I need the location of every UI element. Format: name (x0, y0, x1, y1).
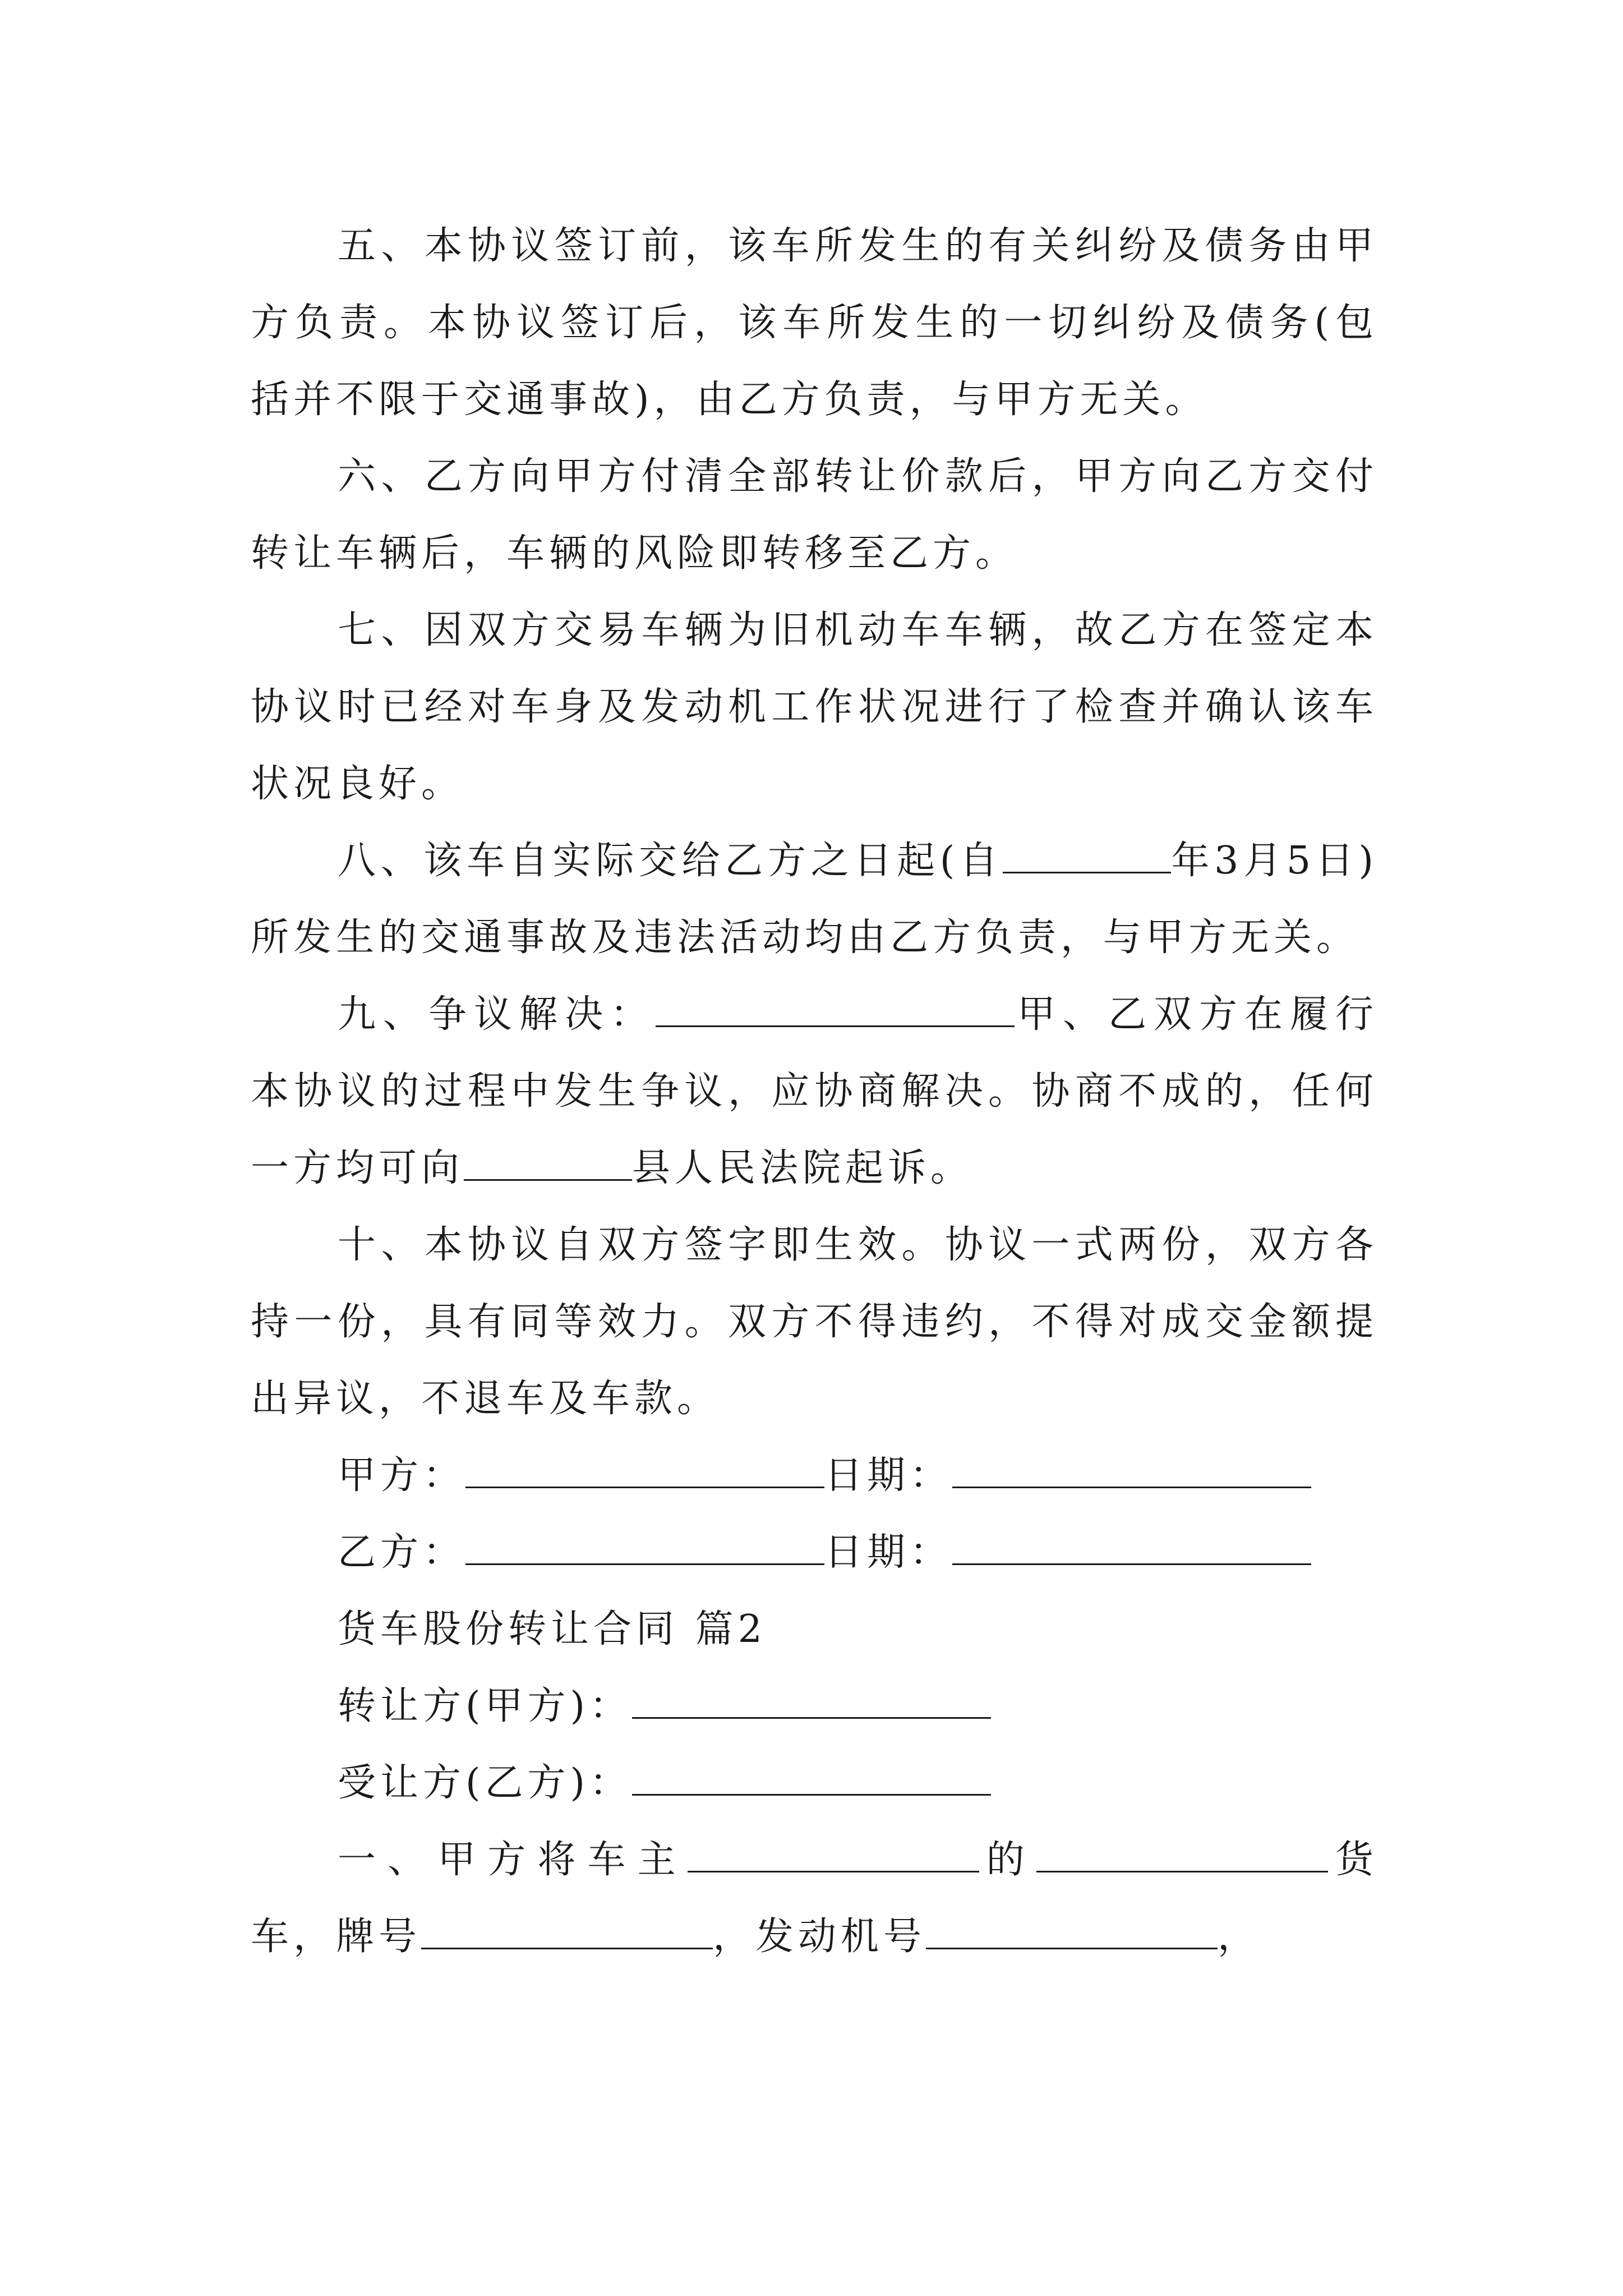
clause-9 (251, 976, 1378, 1207)
party-a-date-blank[interactable] (952, 1454, 1311, 1488)
party-a-signature-blank[interactable] (465, 1454, 824, 1488)
clause-7: 七、因双方交易车辆为旧机动车车辆，故乙方在签定本协议时已经对车身及发动机工作状况进行了检查并确认该车状况良好。 (251, 608, 1378, 806)
court-county-blank[interactable] (464, 1147, 632, 1181)
party-b-label: 乙方： (338, 1530, 466, 1575)
party-b-date-label: 日期： (824, 1530, 953, 1575)
clause-8-text-b: 年3月5日)所发生的交通事故及违法活动均由乙方负责，与甲方无关。 (251, 839, 1378, 960)
engine-number-blank[interactable] (926, 1915, 1218, 1949)
signature-party-a (251, 1437, 1378, 1514)
clause-1-text-e: ， (1218, 1915, 1261, 1959)
party-b-signature-blank[interactable] (465, 1531, 824, 1565)
clause-9-text-b: 甲、乙双方在履行本协议的过程中发生争议，应协商解决。协商不成的，任何一方均可向 (251, 992, 1378, 1190)
contract-title-2: 货车股份转让合同 篇2 (338, 1607, 767, 1651)
clause-1-text-a: 一、甲方将车主 (338, 1838, 688, 1882)
party-b-date-blank[interactable] (952, 1531, 1311, 1565)
transferor-line (251, 1668, 1378, 1745)
clause-1-text-b: 的 (979, 1838, 1036, 1882)
clause-6: 六、乙方向甲方付清全部转让价款后，甲方向乙方交付转让车辆后，车辆的风险即转移至乙方。 (251, 454, 1378, 576)
transferee-label: 受让方(乙方)： (338, 1761, 633, 1805)
clause-5: 五、本协议签订前，该车所发生的有关纠纷及债务由甲方负责。本协议签订后，该车所发生的一切纠纷及债务(包括并不限于交通事故)，由乙方负责，与甲方无关。 (251, 224, 1378, 422)
signature-party-b (251, 1514, 1378, 1591)
party-a-label: 甲方： (338, 1453, 466, 1498)
clause-8 (251, 822, 1378, 976)
clause-10: 十、本协议自双方签字即生效。协议一式两份，双方各持一份，具有同等效力。双方不得违约，不得对成交金额提出异议，不退车及车款。 (251, 1223, 1378, 1421)
transferee-blank[interactable] (632, 1761, 991, 1796)
year-blank[interactable] (1003, 839, 1171, 873)
party-a-date-label: 日期： (824, 1453, 953, 1498)
transferor-blank[interactable] (632, 1685, 991, 1719)
transferor-label: 转让方(甲方)： (338, 1684, 633, 1728)
plate-number-blank[interactable] (421, 1915, 713, 1949)
clause-9-text-a: 九、争议解决： (338, 992, 656, 1037)
clause-1 (251, 1821, 1378, 1975)
truck-type-blank[interactable] (1036, 1838, 1328, 1872)
document-body (251, 208, 1378, 1975)
clause-9-text-c: 县人民法院起诉。 (632, 1146, 974, 1190)
clause-1-text-d: ，发动机号 (713, 1915, 926, 1959)
owner-blank[interactable] (688, 1838, 979, 1872)
transferee-line (251, 1745, 1378, 1821)
clause-8-text-a: 八、该车自实际交给乙方之日起(自 (338, 839, 1003, 883)
clause-1-text-c: 货车，牌号 (251, 1838, 1378, 1959)
dispute-method-blank[interactable] (656, 993, 1015, 1027)
